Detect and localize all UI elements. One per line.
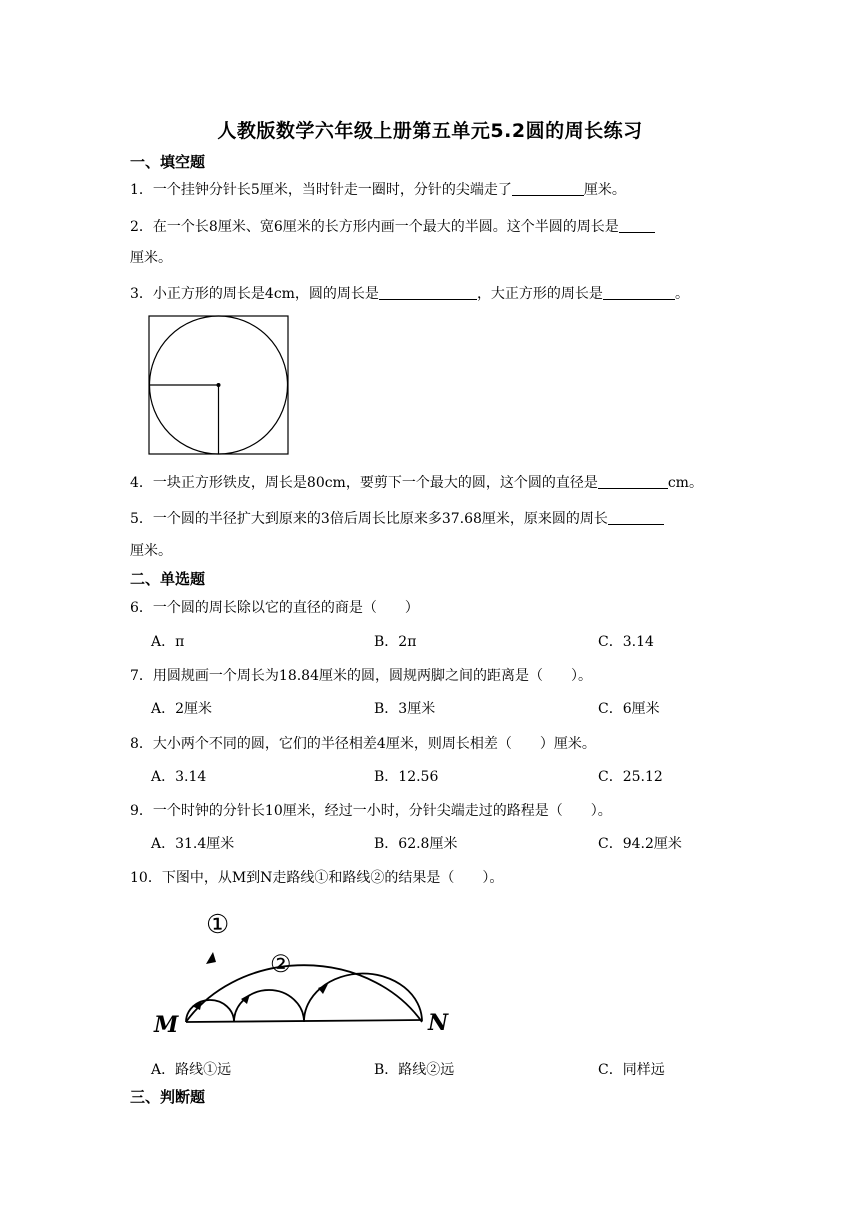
- answer-blank-1[interactable]: [512, 181, 584, 196]
- section-heading-fill: 一、填空题: [130, 153, 206, 171]
- route-2-arc-1: [186, 1000, 234, 1022]
- point-n-label: N: [428, 1010, 449, 1036]
- option-9a[interactable]: A．31.4厘米: [151, 836, 235, 852]
- question-2: [130, 216, 655, 236]
- question-5-unit: 厘米。: [130, 543, 172, 559]
- option-9c[interactable]: C．94.2厘米: [598, 836, 682, 852]
- route-1-label: ①: [206, 910, 230, 940]
- answer-blank-3b[interactable]: [603, 285, 675, 300]
- question-3-middle: ，大正方形的周长是: [476, 286, 603, 302]
- question-3-text: 3．小正方形的周长是4cm，圆的周长是: [130, 286, 379, 302]
- answer-blank-2[interactable]: [619, 218, 655, 233]
- section-heading-judge: 三、判断题: [130, 1088, 206, 1106]
- option-6c[interactable]: C．3.14: [598, 634, 654, 650]
- option-10b[interactable]: B．路线②远: [374, 1062, 455, 1078]
- answer-blank-5[interactable]: [608, 510, 664, 525]
- option-10c[interactable]: C．同样远: [598, 1062, 665, 1078]
- page-title: 人教版数学六年级上册第五单元5.2圆的周长练习: [217, 120, 643, 142]
- question-5-text: 5．一个圆的半径扩大到原来的3倍后周长比原来多37.68厘米，原来圆的周长: [130, 511, 608, 527]
- route-2-arc-2: [234, 990, 304, 1022]
- section-heading-choice: 二、单选题: [130, 570, 206, 588]
- answer-blank-3a[interactable]: [379, 285, 477, 300]
- question-8: 8．大小两个不同的圆，它们的半径相差4厘米，则周长相差（ ）厘米。: [130, 736, 596, 752]
- question-1-text: 1．一个挂钟分针长5厘米，当时针走一圈时，分针的尖端走了: [130, 182, 512, 198]
- option-7c[interactable]: C．6厘米: [598, 701, 660, 717]
- question-2-unit: 厘米。: [130, 250, 172, 266]
- point-m-label: M: [154, 1012, 179, 1038]
- question-3-end: 。: [674, 286, 689, 302]
- question-4-unit: cm。: [667, 475, 703, 491]
- question-7: 7．用圆规画一个周长为18.84厘米的圆，圆规两脚之间的距离是（ ）。: [130, 668, 592, 684]
- question-6: 6．一个圆的周长除以它的直径的商是（ ）: [130, 600, 419, 616]
- question-1-unit: 厘米。: [583, 182, 626, 198]
- route-2-label: ②: [270, 950, 292, 978]
- question-1: [130, 179, 626, 199]
- question-4: [130, 472, 703, 492]
- square-circle-figure: [148, 315, 290, 456]
- answer-blank-4[interactable]: [598, 474, 668, 489]
- option-7b[interactable]: B．3厘米: [374, 701, 436, 717]
- route-1-arrow: [206, 952, 216, 964]
- option-8a[interactable]: A．3.14: [151, 769, 207, 785]
- option-6a[interactable]: A．π: [151, 634, 185, 650]
- question-10: 10．下图中，从M到N走路线①和路线②的结果是（ ）。: [130, 870, 504, 886]
- question-3: [130, 283, 689, 303]
- option-9b[interactable]: B．62.8厘米: [374, 836, 458, 852]
- question-2-text: 2．在一个长8厘米、宽6厘米的长方形内画一个最大的半圆。这个半圆的周长是: [130, 219, 619, 235]
- circle-center-dot: [217, 383, 221, 387]
- question-5: [130, 508, 664, 528]
- option-10a[interactable]: A．路线①远: [151, 1062, 232, 1078]
- option-8c[interactable]: C．25.12: [598, 769, 663, 785]
- option-7a[interactable]: A．2厘米: [151, 701, 213, 717]
- question-4-text: 4．一块正方形铁皮，周长是80cm，要剪下一个最大的圆，这个圆的直径是: [130, 475, 598, 491]
- option-8b[interactable]: B．12.56: [374, 769, 439, 785]
- option-6b[interactable]: B．2π: [374, 634, 417, 650]
- question-9: 9．一个时钟的分针长10厘米，经过一小时，分针尖端走过的路程是（ ）。: [130, 803, 612, 819]
- route-2-arc-3: [304, 974, 422, 1022]
- route-figure: [148, 900, 458, 1042]
